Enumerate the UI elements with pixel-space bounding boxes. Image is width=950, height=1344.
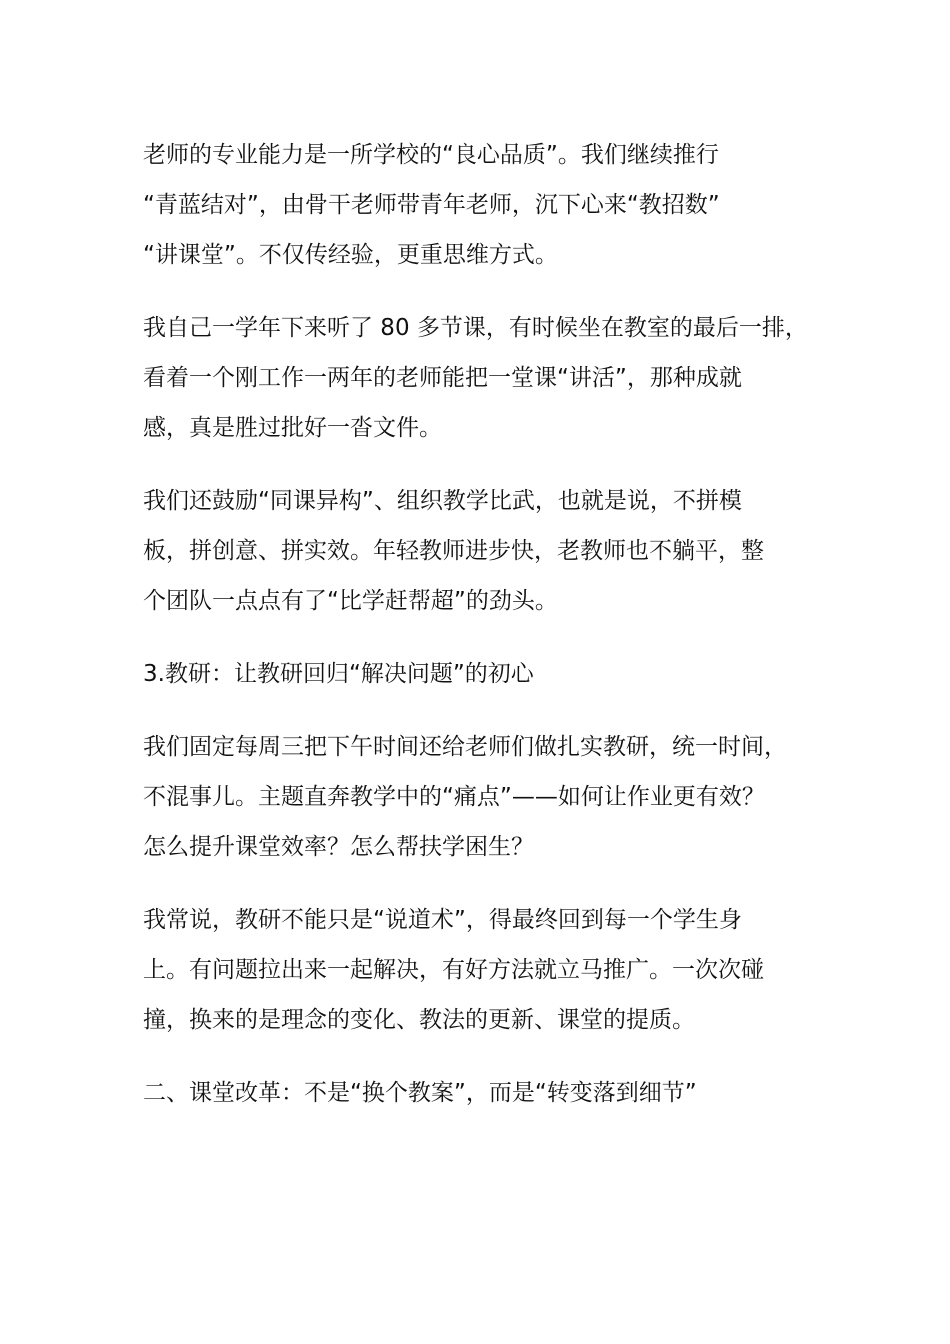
- text-line: 怎么提升课堂效率？怎么帮扶学困生？: [143, 834, 534, 860]
- text-line: 不混事儿。主题直奔教学中的“痛点”——如何让作业更有效？: [143, 784, 765, 810]
- text-line: 上。有问题拉出来一起解决，有好方法就立马推广。一次次碰: [143, 957, 764, 983]
- heading-line: 二、课堂改革：不是“换个教案”，而是“转变落到细节”: [143, 1080, 697, 1106]
- text-line: 我常说，教研不能只是“说道术”，得最终回到每一个学生身: [143, 907, 742, 933]
- text-line: 板，拼创意、拼实效。年轻教师进步快，老教师也不躺平，整: [143, 538, 764, 564]
- text-line: 我自己一学年下来听了 80 多节课，有时候坐在教室的最后一排，: [143, 315, 808, 341]
- document-body: [143, 130, 833, 1141]
- text-line: 老师的专业能力是一所学校的“良心品质”。我们继续推行: [143, 142, 719, 168]
- paragraph-teaching-competition: [143, 476, 833, 626]
- text-line: 个团队一点点有了“比学赶帮超”的劲头。: [143, 588, 558, 614]
- text-line: “讲课堂”。不仅传经验，更重思维方式。: [143, 242, 558, 268]
- section-heading-classroom-reform: [143, 1068, 833, 1118]
- paragraph-research-practice: [143, 895, 833, 1045]
- text-line: 看着一个刚工作一两年的老师能把一堂课“讲活”，那种成就: [143, 365, 742, 391]
- paragraph-mentoring: [143, 130, 833, 280]
- text-line: 我们固定每周三把下午时间还给老师们做扎实教研，统一时间，: [143, 734, 787, 760]
- text-line: 撞，换来的是理念的变化、教法的更新、课堂的提质。: [143, 1007, 695, 1033]
- text-line: 我们还鼓励“同课异构”、组织教学比武，也就是说，不拼模: [143, 488, 742, 514]
- paragraph-lesson-observation: [143, 303, 833, 453]
- section-heading-teaching-research: [143, 649, 833, 699]
- text-line: “青蓝结对”，由骨干老师带青年老师，沉下心来“教招数”: [143, 192, 720, 218]
- paragraph-weekly-research: [143, 722, 833, 872]
- heading-line: 3.教研：让教研回归“解决问题”的初心: [143, 661, 534, 687]
- text-line: 感，真是胜过批好一沓文件。: [143, 415, 442, 441]
